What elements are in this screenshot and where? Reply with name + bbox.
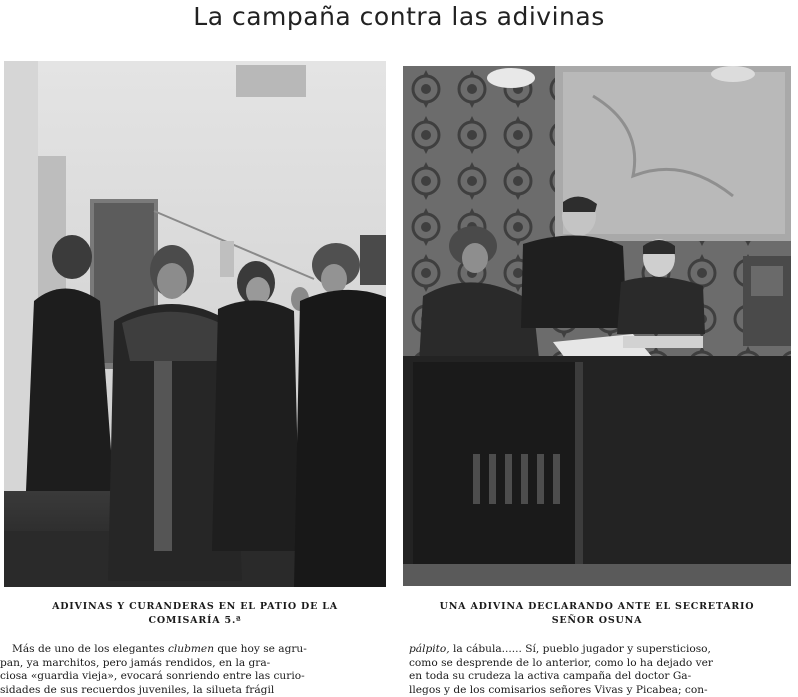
photo-caption-left xyxy=(20,600,370,628)
article-column-left xyxy=(0,643,388,697)
article-left-line3: ciosa «guardia vieja», evocará sonriendo entre las curio- xyxy=(0,670,388,684)
article-left-line2: pan, ya marchitos, pero jamás rendidos, en la gra- xyxy=(0,657,388,671)
caption-left-line1: ADIVINAS Y CURANDERAS EN EL PATIO DE LA xyxy=(20,600,370,614)
photo-declaration-secretary xyxy=(403,66,791,586)
article-right-line4: llegos y de los comisarios señores Vivas y Picabea; con- xyxy=(409,684,793,697)
article-right-line2: como se desprende de lo anterior, como lo ha dejado ver xyxy=(409,657,793,671)
article-column-right xyxy=(409,643,793,697)
page-title: La campaña contra las adivinas xyxy=(0,2,798,31)
article-left-line4: sidades de sus recuerdos juveniles, la silueta frágil xyxy=(0,684,388,697)
photo-women-courtyard xyxy=(4,61,386,587)
photo-caption-right xyxy=(412,600,782,628)
article-left-line1: Más de uno de los elegantes clubmen que hoy se agru- xyxy=(0,643,388,657)
article-right-line3: en toda su crudeza la activa campaña del doctor Ga- xyxy=(409,670,793,684)
caption-left-line2: COMISARÍA 5.ª xyxy=(20,614,370,628)
caption-right-line2: SEÑOR OSUNA xyxy=(412,614,782,628)
caption-right-line1: UNA ADIVINA DECLARANDO ANTE EL SECRETARIO xyxy=(412,600,782,614)
article-right-line1: pálpito, la cábula...... Sí, pueblo jugador y supersticioso, xyxy=(409,643,793,657)
